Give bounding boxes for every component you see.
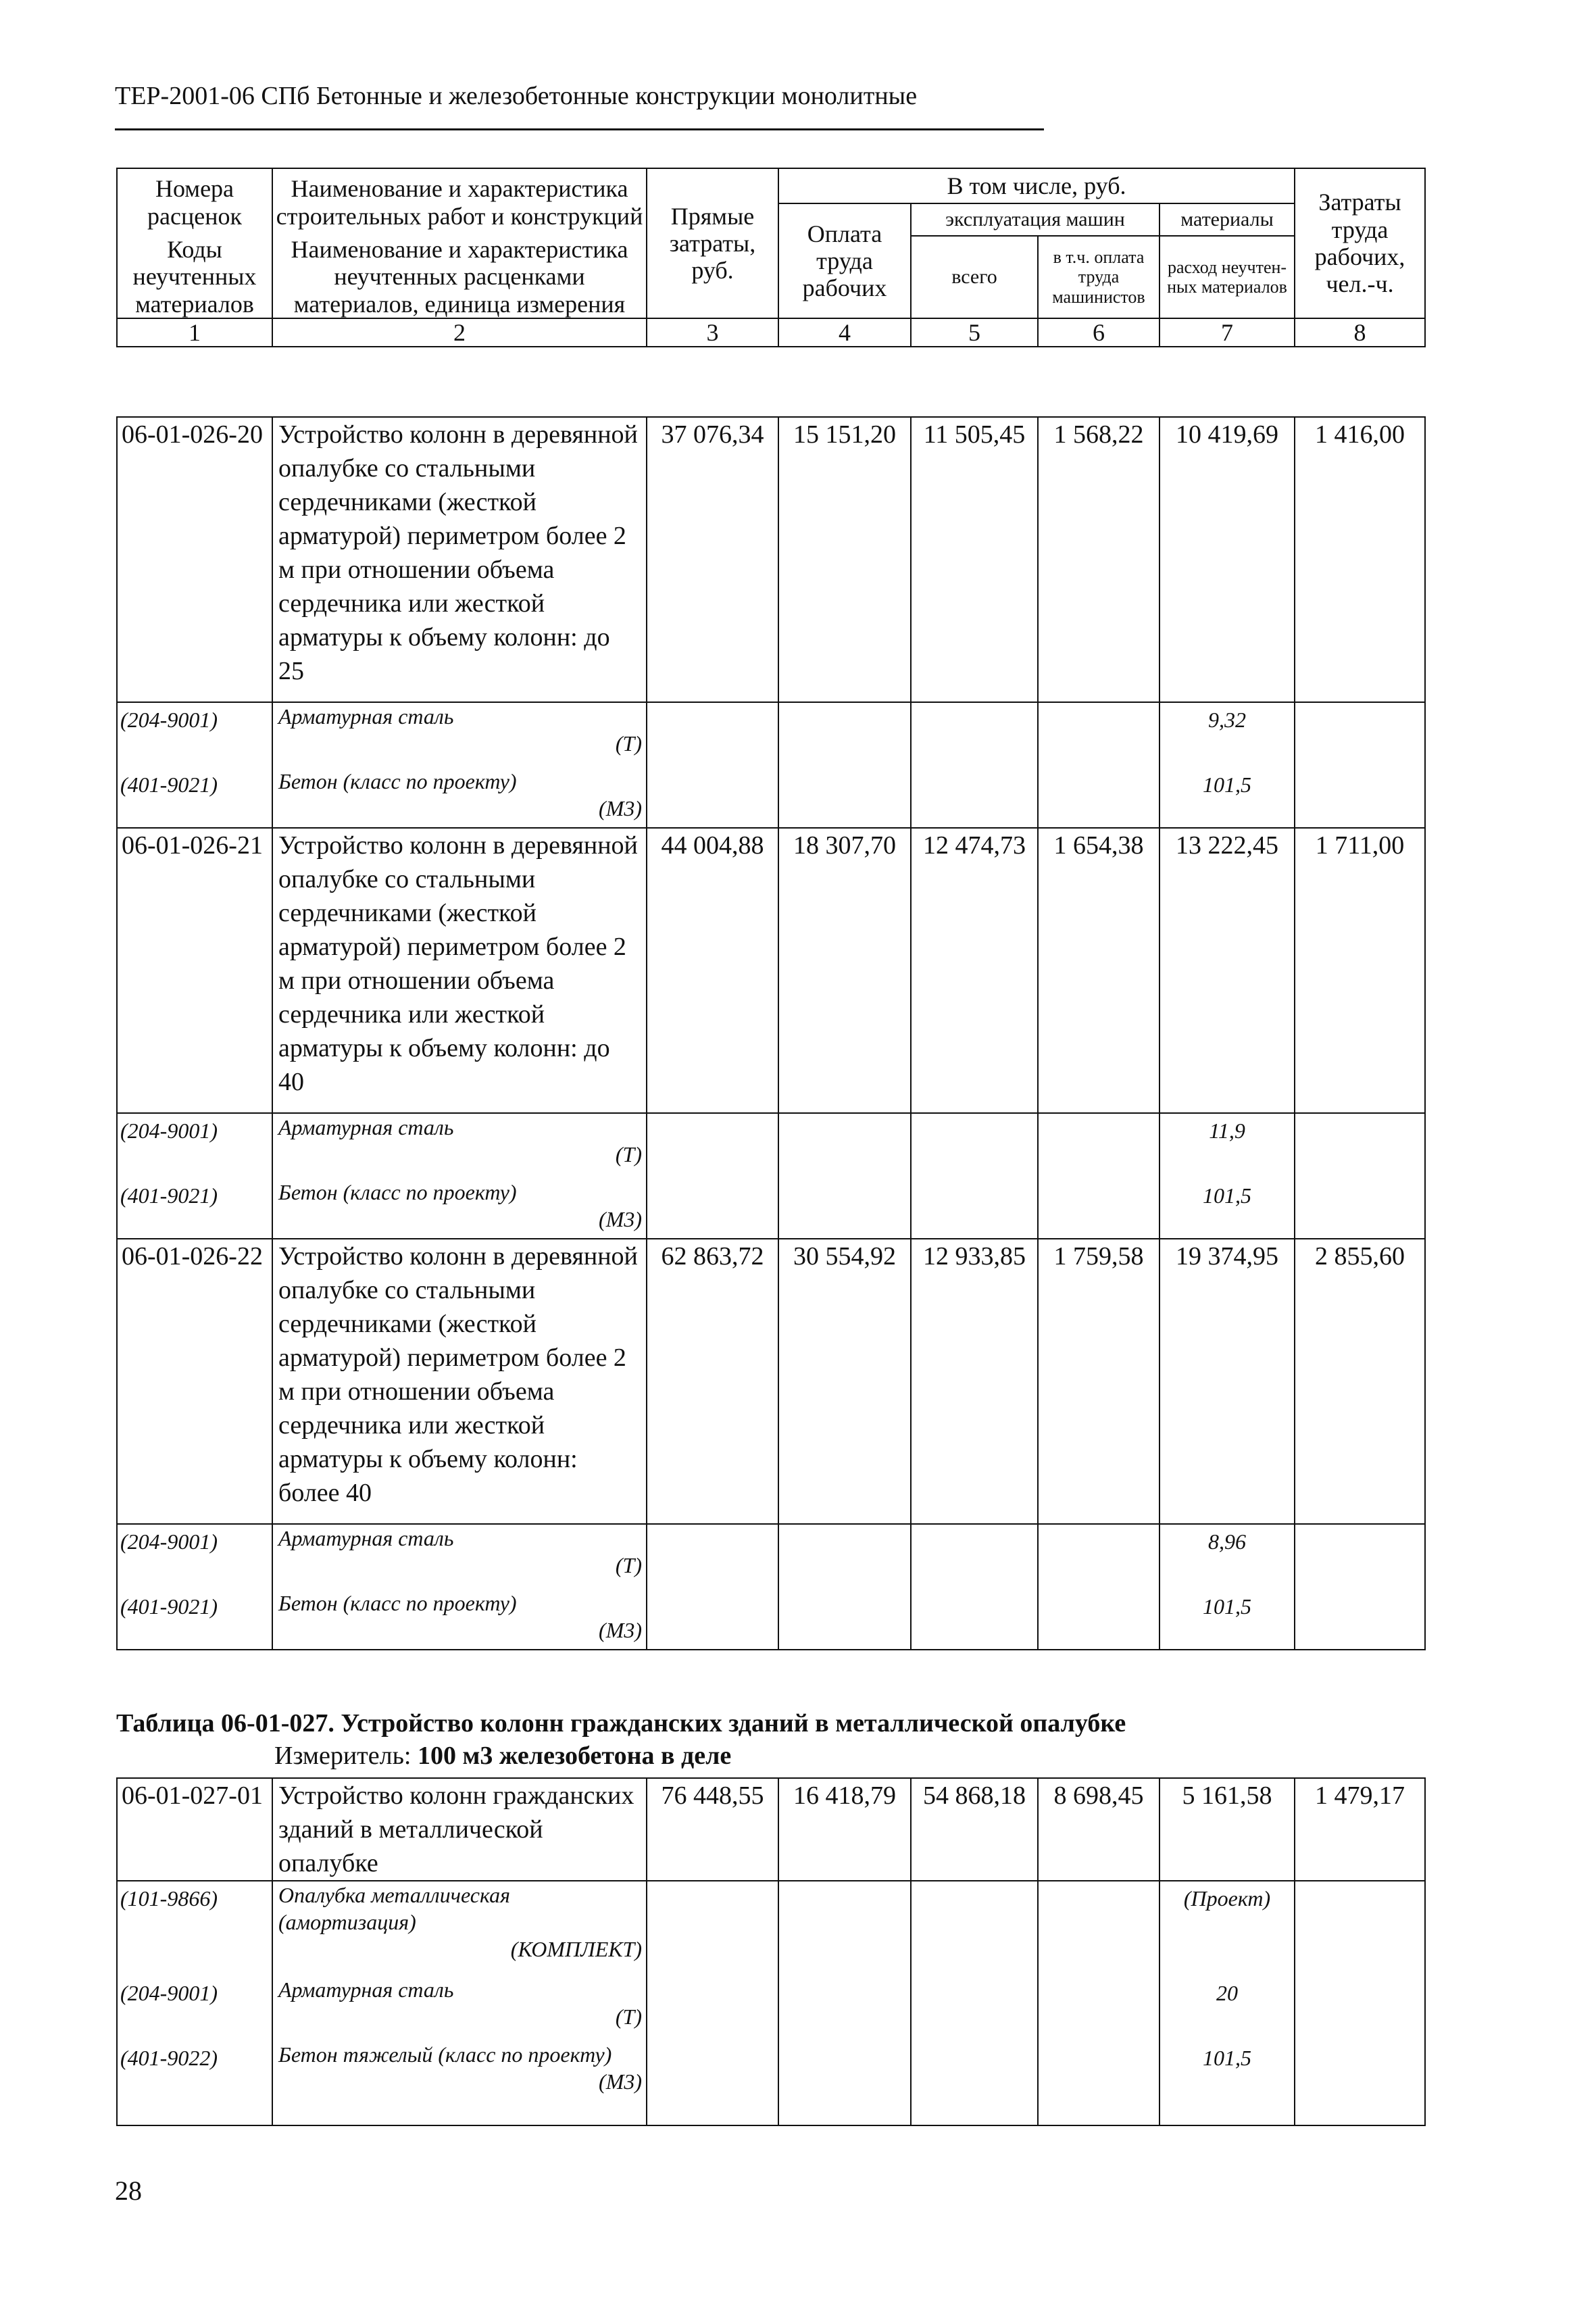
material-row bbox=[117, 1179, 1425, 1239]
col4-header: Оплата труда рабочих bbox=[778, 203, 911, 318]
material-qty: 101,5 bbox=[1159, 1179, 1295, 1239]
col-number: 5 bbox=[911, 318, 1038, 347]
rate-description: Устройство колонн в деревянной опалубке со стальными сердечниками (жесткой арматурой) периметром более 2 м при отношении объема сердечника или жесткой арматуры к объему колонн: до 25 bbox=[272, 417, 647, 702]
col2-top-header: Наименование и характеристика строительных работ и конструкций bbox=[272, 168, 647, 236]
table-meter bbox=[274, 1741, 731, 1771]
col-number: 7 bbox=[1159, 318, 1295, 347]
material-qty: 8,96 bbox=[1159, 1524, 1295, 1590]
material-unit: (Т) bbox=[615, 2004, 642, 2029]
material-qty: 20 bbox=[1159, 1976, 1295, 2041]
table-row bbox=[117, 1239, 1425, 1524]
material-unit: (Т) bbox=[615, 1142, 642, 1166]
materials-header: материалы bbox=[1159, 203, 1295, 236]
col-number: 8 bbox=[1295, 318, 1425, 347]
labor-hours: 1 479,17 bbox=[1295, 1778, 1425, 1881]
labor-pay: 15 151,20 bbox=[778, 417, 911, 702]
col5-header: всего bbox=[911, 236, 1038, 318]
material-code: (204-9001) bbox=[117, 702, 272, 768]
material-row bbox=[117, 1524, 1425, 1590]
col7-header: расход неучтен- ных материалов bbox=[1159, 236, 1295, 318]
material-row bbox=[117, 1881, 1425, 1976]
material-row bbox=[117, 702, 1425, 768]
machines-header: эксплуатация машин bbox=[911, 203, 1159, 236]
header-rule bbox=[115, 128, 1044, 130]
operators-pay: 1 568,22 bbox=[1038, 417, 1159, 702]
rates-table-026 bbox=[116, 416, 1426, 1650]
material-name: Опалубка металлическая (амортизация) bbox=[278, 1883, 511, 1934]
rate-code: 06-01-026-20 bbox=[117, 417, 272, 702]
col1-bottom-header: Коды неучтенных материалов bbox=[117, 236, 272, 318]
rate-description: Устройство колонн гражданских зданий в металлической опалубке bbox=[272, 1778, 647, 1881]
group-header: В том числе, руб. bbox=[778, 168, 1295, 203]
page-header: ТЕР-2001-06 СПб Бетонные и железобетонные конструкции монолитные bbox=[115, 82, 918, 110]
machines-total: 12 474,73 bbox=[911, 828, 1038, 1113]
material-name: Бетон (класс по проекту) bbox=[278, 1180, 517, 1204]
labor-hours: 2 855,60 bbox=[1295, 1239, 1425, 1524]
material-name: Арматурная сталь bbox=[278, 1115, 454, 1139]
machines-total: 12 933,85 bbox=[911, 1239, 1038, 1524]
col-number: 6 bbox=[1038, 318, 1159, 347]
material-qty: 11,9 bbox=[1159, 1113, 1295, 1179]
material-unit: (М3) bbox=[599, 2069, 642, 2094]
labor-pay: 30 554,92 bbox=[778, 1239, 911, 1524]
meter-value: 100 м3 железобетона в деле bbox=[418, 1742, 732, 1770]
material-row bbox=[117, 2041, 1425, 2125]
material-row bbox=[117, 768, 1425, 828]
page-number: 28 bbox=[115, 2175, 142, 2206]
column-header-table bbox=[116, 168, 1426, 347]
material-name: Бетон тяжелый (класс по проекту) bbox=[278, 2042, 612, 2067]
operators-pay: 8 698,45 bbox=[1038, 1778, 1159, 1881]
meter-label: Измеритель: bbox=[274, 1742, 412, 1770]
labor-pay: 18 307,70 bbox=[778, 828, 911, 1113]
materials-cost: 13 222,45 bbox=[1159, 828, 1295, 1113]
material-row bbox=[117, 1113, 1425, 1179]
col2-bottom-header: Наименование и характеристика неучтенных расценками материалов, единица измерения bbox=[272, 236, 647, 318]
material-name: Арматурная сталь bbox=[278, 1977, 454, 2002]
labor-hours: 1 416,00 bbox=[1295, 417, 1425, 702]
material-code: (101-9866) bbox=[117, 1881, 272, 1976]
material-unit: (Т) bbox=[615, 731, 642, 756]
material-code: (204-9001) bbox=[117, 1524, 272, 1590]
direct-cost: 37 076,34 bbox=[647, 417, 778, 702]
direct-cost: 44 004,88 bbox=[647, 828, 778, 1113]
material-code: (401-9021) bbox=[117, 768, 272, 828]
col-number: 1 bbox=[117, 318, 272, 347]
material-qty: (Проект) bbox=[1159, 1881, 1295, 1976]
material-unit: (М3) bbox=[599, 1618, 642, 1642]
machines-total: 54 868,18 bbox=[911, 1778, 1038, 1881]
material-qty: 101,5 bbox=[1159, 2041, 1295, 2125]
material-row bbox=[117, 1590, 1425, 1650]
material-qty: 9,32 bbox=[1159, 702, 1295, 768]
direct-cost: 62 863,72 bbox=[647, 1239, 778, 1524]
operators-pay: 1 759,58 bbox=[1038, 1239, 1159, 1524]
materials-cost: 19 374,95 bbox=[1159, 1239, 1295, 1524]
material-name: Бетон (класс по проекту) bbox=[278, 769, 517, 793]
material-code: (204-9001) bbox=[117, 1113, 272, 1179]
material-unit: (М3) bbox=[599, 796, 642, 820]
material-name: Бетон (класс по проекту) bbox=[278, 1591, 517, 1615]
material-name: Арматурная сталь bbox=[278, 704, 454, 729]
machines-total: 11 505,45 bbox=[911, 417, 1038, 702]
material-code: (401-9021) bbox=[117, 1590, 272, 1650]
material-code: (401-9021) bbox=[117, 1179, 272, 1239]
rate-description: Устройство колонн в деревянной опалубке со стальными сердечниками (жесткой арматурой) периметром более 2 м при отношении объема сердечника или жесткой арматуры к объему колонн: более 40 bbox=[272, 1239, 647, 1524]
col-number: 3 bbox=[647, 318, 778, 347]
labor-hours: 1 711,00 bbox=[1295, 828, 1425, 1113]
table-title: Таблица 06-01-027. Устройство колонн гражданских зданий в металлической опалубке bbox=[116, 1709, 1126, 1738]
material-code: (204-9001) bbox=[117, 1976, 272, 2041]
material-qty: 101,5 bbox=[1159, 1590, 1295, 1650]
material-unit: (Т) bbox=[615, 1553, 642, 1577]
table-row bbox=[117, 828, 1425, 1113]
material-qty: 101,5 bbox=[1159, 768, 1295, 828]
labor-pay: 16 418,79 bbox=[778, 1778, 911, 1881]
material-name: Арматурная сталь bbox=[278, 1526, 454, 1550]
col8-header: Затраты труда рабочих, чел.-ч. bbox=[1295, 168, 1425, 318]
materials-cost: 10 419,69 bbox=[1159, 417, 1295, 702]
operators-pay: 1 654,38 bbox=[1038, 828, 1159, 1113]
col1-top-header: Номера расценок bbox=[117, 168, 272, 236]
table-row bbox=[117, 1778, 1425, 1881]
rate-description: Устройство колонн в деревянной опалубке со стальными сердечниками (жесткой арматурой) периметром более 2 м при отношении объема сердечника или жесткой арматуры к объему колонн: до 40 bbox=[272, 828, 647, 1113]
rate-code: 06-01-027-01 bbox=[117, 1778, 272, 1881]
rate-code: 06-01-026-22 bbox=[117, 1239, 272, 1524]
col3-header: Прямые затраты, руб. bbox=[647, 168, 778, 318]
col-number: 2 bbox=[272, 318, 647, 347]
materials-cost: 5 161,58 bbox=[1159, 1778, 1295, 1881]
direct-cost: 76 448,55 bbox=[647, 1778, 778, 1881]
material-unit: (КОМПЛЕКТ) bbox=[510, 1937, 642, 1961]
table-row bbox=[117, 417, 1425, 702]
material-unit: (М3) bbox=[599, 1207, 642, 1231]
rates-table-027 bbox=[116, 1777, 1426, 2126]
col-number: 4 bbox=[778, 318, 911, 347]
material-row bbox=[117, 1976, 1425, 2041]
rate-code: 06-01-026-21 bbox=[117, 828, 272, 1113]
material-code: (401-9022) bbox=[117, 2041, 272, 2125]
col6-header: в т.ч. оплата труда машинистов bbox=[1038, 236, 1159, 318]
